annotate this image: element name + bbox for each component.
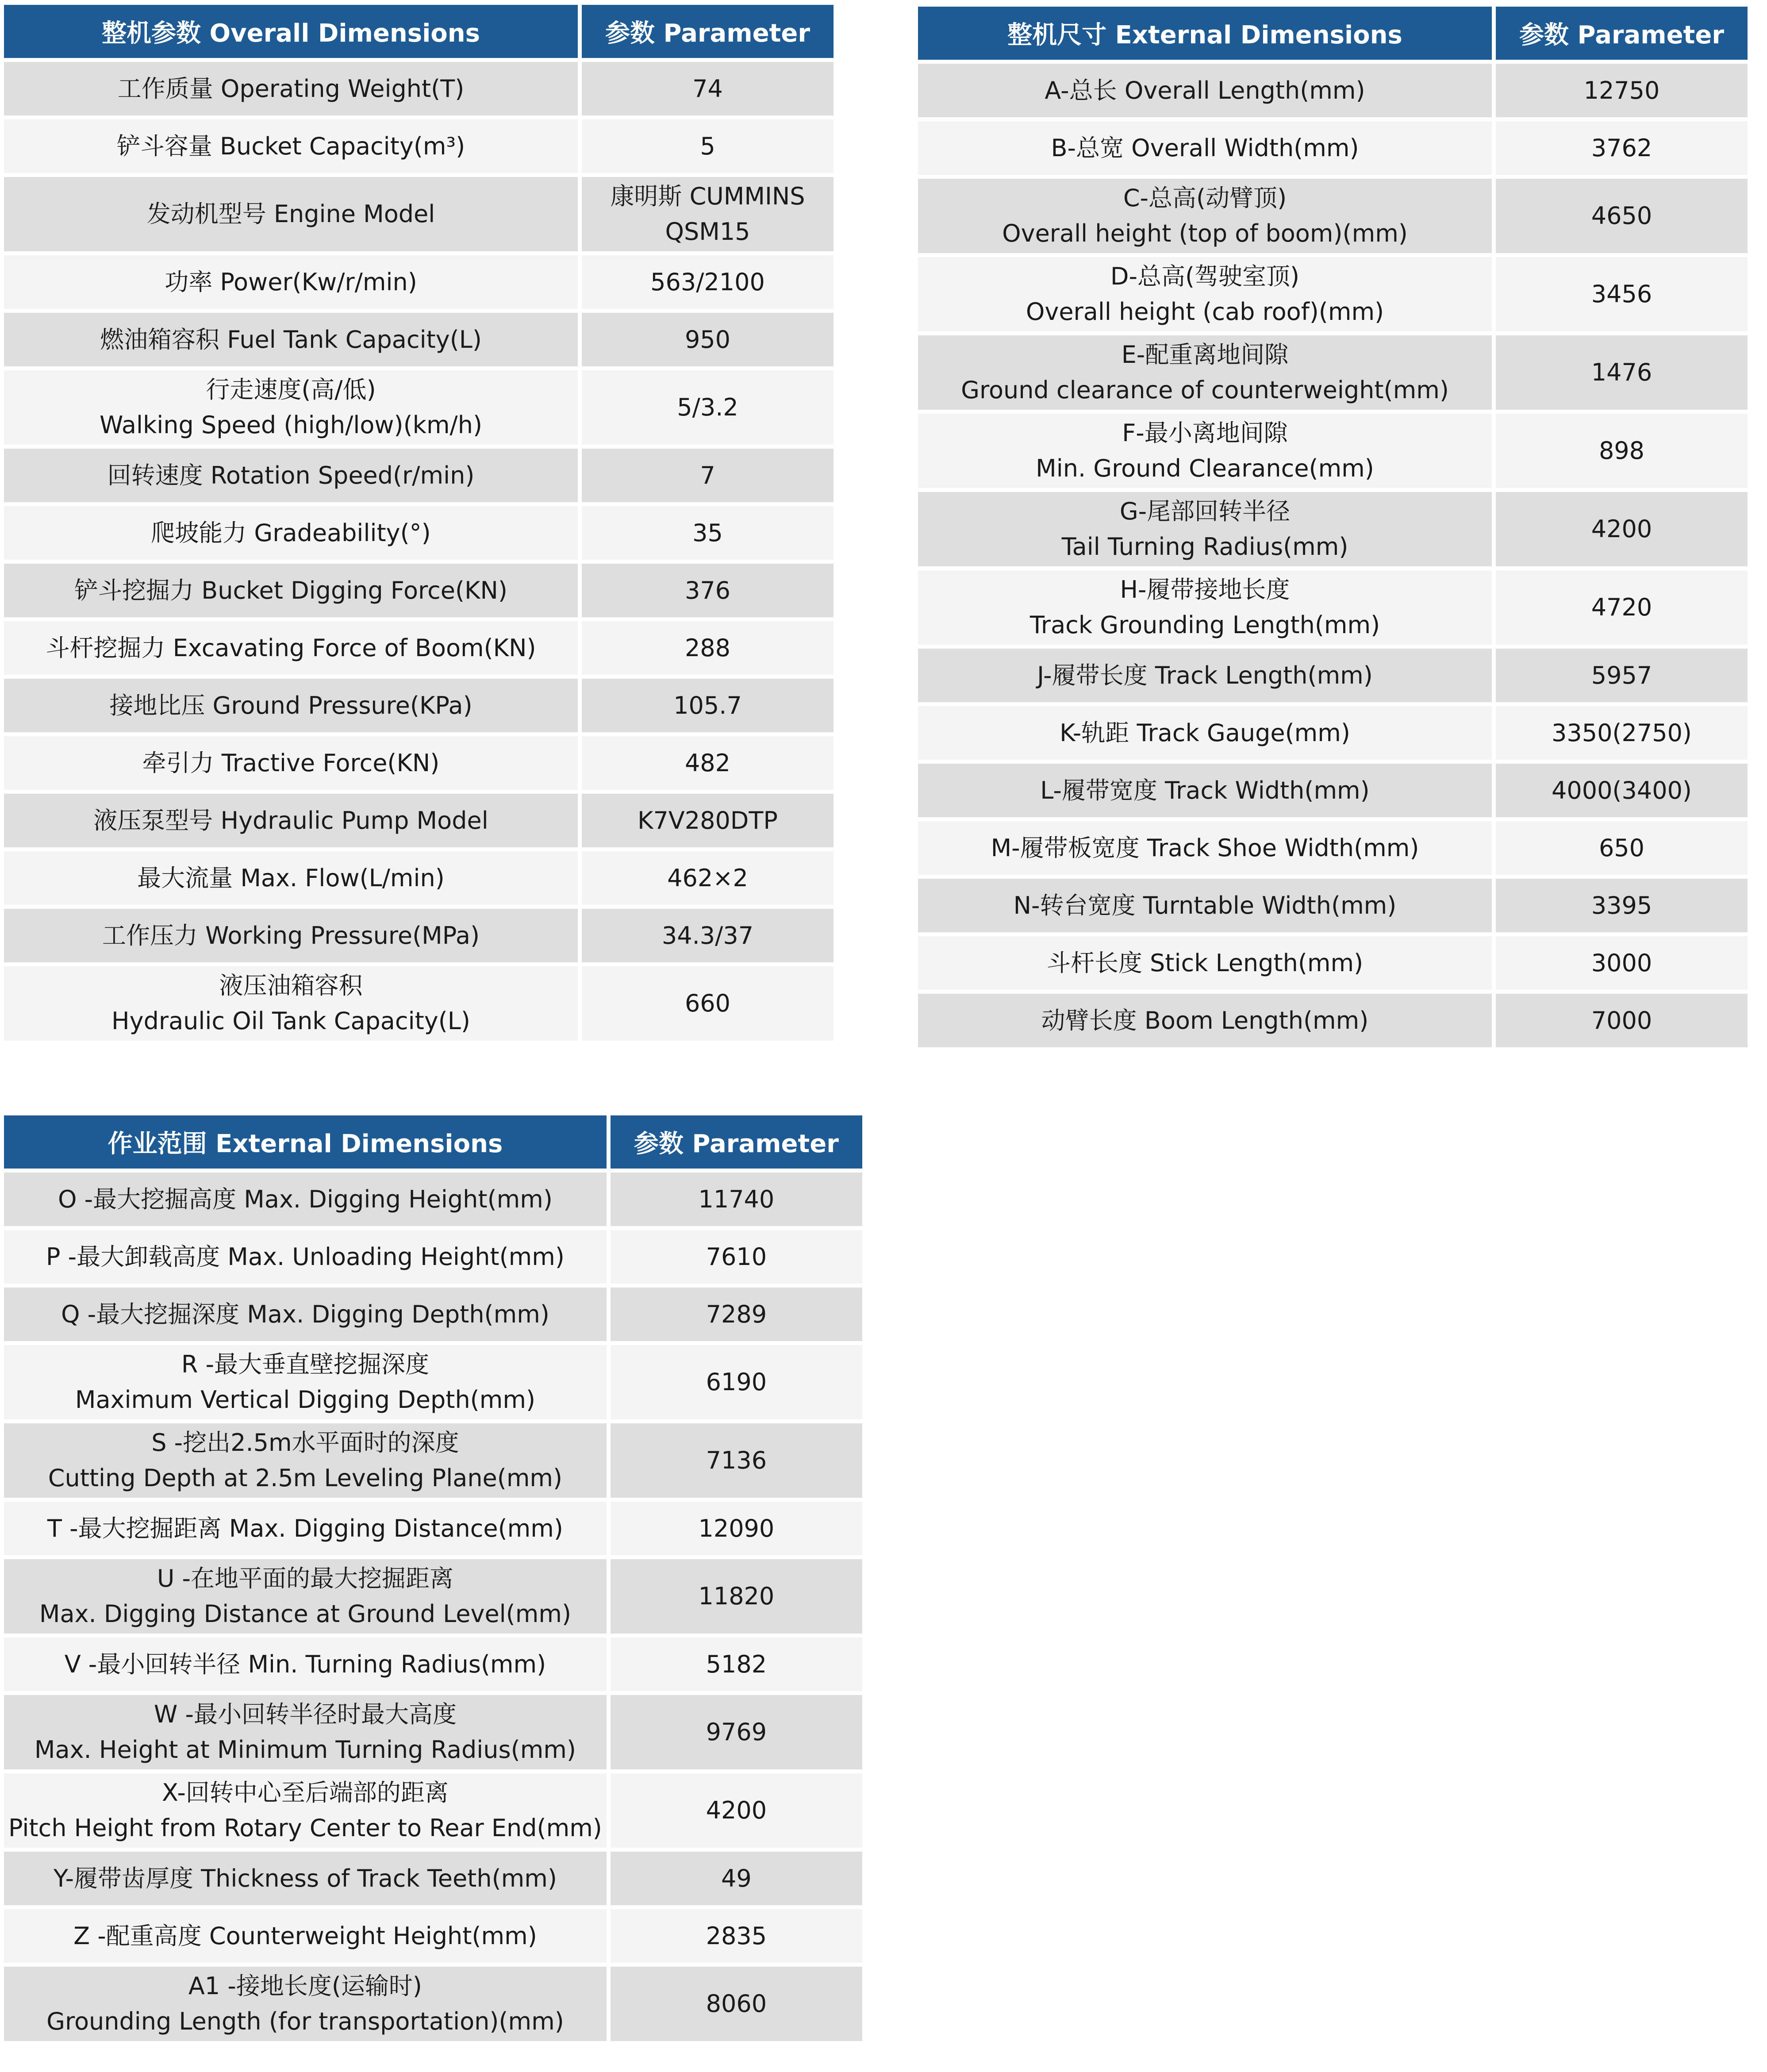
table-row: [4, 1288, 862, 1341]
row-value-line: 11740: [698, 1185, 775, 1213]
row-label-line: Ground clearance of counterweight(mm): [961, 376, 1449, 404]
row-value: [611, 1345, 862, 1419]
row-label-line: Track Grounding Length(mm): [1029, 611, 1380, 639]
row-value: [611, 1559, 862, 1634]
row-label-line: 接地比压 Ground Pressure(KPa): [109, 691, 472, 719]
table-row: [4, 255, 834, 309]
row-label-line: U -在地平面的最大挖掘距离: [157, 1565, 454, 1592]
row-value-line: 5/3.2: [677, 393, 738, 421]
row-value-line: 1476: [1591, 358, 1652, 386]
row-label-line: 爬坡能力 Gradeability(°): [151, 519, 431, 547]
row-label-line: Pitch Height from Rotary Center to Rear End(mm): [8, 1814, 602, 1842]
row-value: [1496, 492, 1748, 566]
row-value-line: 34.3/37: [661, 921, 754, 950]
row-value-line: 462×2: [667, 864, 748, 892]
row-value-line: 5: [700, 132, 715, 160]
row-label-line: S -挖出2.5m水平面时的深度: [151, 1429, 459, 1457]
row-value-line: 9769: [706, 1718, 767, 1746]
table-row: [4, 1559, 862, 1634]
row-label: [918, 64, 1492, 117]
row-value: [582, 313, 834, 366]
row-value: [582, 851, 834, 905]
row-value: [611, 1423, 862, 1498]
row-label-line: T -最大挖掘距离 Max. Digging Distance(mm): [47, 1514, 563, 1542]
overall-dimensions-table: [0, 1, 837, 1045]
row-value: [611, 1502, 862, 1555]
row-label: [4, 1288, 607, 1341]
row-label: [4, 62, 578, 115]
table-header-row: [4, 5, 834, 58]
row-label: [4, 1773, 607, 1848]
row-label-line: Grounding Length (for transportation)(mm): [46, 2007, 564, 2035]
row-label: [4, 564, 578, 617]
row-label-line: Min. Ground Clearance(mm): [1036, 454, 1374, 482]
row-label-line: 发动机型号 Engine Model: [146, 200, 435, 228]
row-value: [582, 449, 834, 502]
row-label-line: L-履带宽度 Track Width(mm): [1040, 776, 1370, 804]
row-value: [611, 1852, 862, 1905]
row-label: [4, 851, 578, 905]
row-label-line: 斗杆挖掘力 Excavating Force of Boom(KN): [46, 634, 536, 662]
table-row: [4, 851, 834, 905]
row-value-line: 35: [692, 519, 723, 547]
table-row: [4, 1967, 862, 2041]
row-value-line: 5957: [1591, 661, 1652, 689]
row-label: [918, 706, 1492, 760]
row-value-line: K7V280DTP: [638, 806, 778, 834]
row-label-line: 工作压力 Working Pressure(MPa): [102, 921, 480, 950]
row-label-line: 行走速度(高/低): [206, 376, 376, 404]
row-value: [611, 1695, 862, 1769]
row-value-line: 3000: [1591, 949, 1652, 977]
row-label-line: M-履带板宽度 Track Shoe Width(mm): [991, 834, 1419, 862]
table-row: [4, 1423, 862, 1498]
row-label-line: Walking Speed (high/low)(km/h): [99, 411, 483, 439]
row-label-line: V -最小回转半径 Min. Turning Radius(mm): [64, 1650, 546, 1678]
row-label: [4, 255, 578, 309]
row-value: [611, 1172, 862, 1226]
row-label: [918, 335, 1492, 410]
row-value: [582, 621, 834, 675]
header-parameter: 参数 Parameter: [1496, 7, 1748, 60]
row-value-line: 4200: [1591, 515, 1652, 543]
row-label: [4, 1638, 607, 1691]
row-label-line: 最大流量 Max. Flow(L/min): [137, 864, 445, 892]
row-label: [4, 1502, 607, 1555]
row-label: [4, 313, 578, 366]
row-label: [918, 821, 1492, 875]
table-row: [918, 764, 1748, 817]
row-label-line: Z -配重高度 Counterweight Height(mm): [73, 1922, 537, 1950]
row-label: [918, 570, 1492, 645]
row-label-line: Maximum Vertical Digging Depth(mm): [75, 1386, 536, 1414]
table-row: [4, 1230, 862, 1284]
row-value-line: 4000(3400): [1552, 776, 1692, 804]
row-value-line: 7136: [706, 1446, 767, 1474]
row-value-line: QSM15: [665, 218, 750, 246]
header-title: 整机参数 Overall Dimensions: [4, 5, 578, 58]
row-value-line: 7610: [706, 1242, 767, 1271]
table-row: [4, 62, 834, 115]
table-row: [4, 1638, 862, 1691]
table-row: [918, 706, 1748, 760]
row-value-line: 288: [684, 634, 731, 662]
row-label-line: Cutting Depth at 2.5m Leveling Plane(mm): [48, 1464, 563, 1492]
header-parameter: 参数 Parameter: [582, 5, 834, 58]
row-label-line: R -最大垂直壁挖掘深度: [181, 1350, 430, 1378]
table-row: [918, 335, 1748, 410]
row-label: [4, 1909, 607, 1963]
row-value: [582, 966, 834, 1041]
row-label: [918, 994, 1492, 1047]
row-label: [4, 1967, 607, 2041]
table-row: [4, 1773, 862, 1848]
row-value: [1496, 706, 1748, 760]
row-label: [4, 506, 578, 560]
row-label: [4, 909, 578, 962]
row-value: [611, 1967, 862, 2041]
table-row: [4, 736, 834, 790]
table-row: [4, 1502, 862, 1555]
row-value: [582, 370, 834, 445]
row-label: [4, 370, 578, 445]
row-value-line: 7289: [706, 1300, 767, 1328]
row-label: [918, 414, 1492, 488]
row-label: [4, 1695, 607, 1769]
row-value: [1496, 764, 1748, 817]
row-value: [582, 679, 834, 732]
table-row: [4, 909, 834, 962]
row-value-line: 660: [684, 989, 731, 1017]
header-parameter: 参数 Parameter: [611, 1115, 862, 1169]
row-value-line: 650: [1598, 834, 1645, 862]
row-label-line: Q -最大挖掘深度 Max. Digging Depth(mm): [61, 1300, 549, 1328]
row-value-line: 49: [721, 1864, 752, 1892]
row-label: [4, 621, 578, 675]
row-value: [582, 506, 834, 560]
row-label: [4, 449, 578, 502]
row-label: [918, 257, 1492, 331]
table-row: [4, 119, 834, 173]
table-row: [918, 64, 1748, 117]
row-label-line: 功率 Power(Kw/r/min): [165, 268, 417, 296]
row-value: [1496, 414, 1748, 488]
row-value: [1496, 257, 1748, 331]
row-label-line: 燃油箱容积 Fuel Tank Capacity(L): [100, 325, 482, 354]
table-row: [918, 257, 1748, 331]
row-value: [611, 1638, 862, 1691]
table-row: [4, 1172, 862, 1226]
row-value-line: 康明斯 CUMMINS: [610, 182, 805, 210]
table-row: [918, 821, 1748, 875]
row-label-line: C-总高(动臂顶): [1123, 184, 1287, 212]
row-value: [1496, 936, 1748, 990]
row-label-line: Max. Height at Minimum Turning Radius(mm): [34, 1736, 576, 1764]
row-value-line: 482: [684, 749, 731, 777]
table-row: [4, 449, 834, 502]
table-row: [918, 570, 1748, 645]
row-label: [918, 179, 1492, 253]
row-label: [4, 1852, 607, 1905]
row-value: [582, 564, 834, 617]
row-label-line: K-轨距 Track Gauge(mm): [1060, 719, 1350, 747]
row-value-line: 4720: [1591, 593, 1652, 621]
row-label: [918, 492, 1492, 566]
row-label: [918, 121, 1492, 175]
table-row: [918, 936, 1748, 990]
table-row: [4, 621, 834, 675]
row-value-line: 7000: [1591, 1006, 1652, 1034]
row-value-line: 8060: [706, 1990, 767, 2018]
working-range-table: [0, 1111, 866, 2045]
row-value-line: 898: [1598, 437, 1645, 465]
row-label-line: Overall height (top of boom)(mm): [1002, 219, 1408, 247]
table-row: [4, 313, 834, 366]
table-row: [918, 994, 1748, 1047]
table-row: [918, 414, 1748, 488]
row-value-line: 105.7: [673, 691, 742, 719]
row-value-line: 74: [692, 74, 723, 103]
row-label-line: 铲斗容量 Bucket Capacity(m³): [116, 132, 465, 160]
row-label-line: 回转速度 Rotation Speed(r/min): [107, 461, 475, 489]
row-label: [4, 119, 578, 173]
row-value: [1496, 649, 1748, 702]
row-value-line: 12090: [698, 1514, 775, 1542]
row-label: [4, 794, 578, 847]
row-label-line: Overall height (cab roof)(mm): [1026, 298, 1384, 326]
row-label-line: 液压泵型号 Hydraulic Pump Model: [93, 806, 488, 834]
row-value-line: 3762: [1591, 134, 1652, 162]
row-label-line: O -最大挖掘高度 Max. Digging Height(mm): [58, 1185, 553, 1213]
row-label-line: Max. Digging Distance at Ground Level(mm): [39, 1600, 572, 1628]
row-value: [582, 909, 834, 962]
row-value: [1496, 821, 1748, 875]
row-label-line: B-总宽 Overall Width(mm): [1051, 134, 1359, 162]
row-value-line: 3395: [1591, 891, 1652, 919]
row-label: [4, 1230, 607, 1284]
row-value: [582, 794, 834, 847]
row-value: [582, 119, 834, 173]
row-value-line: 6190: [706, 1368, 767, 1396]
row-value-line: 7: [700, 461, 715, 489]
row-value: [1496, 879, 1748, 932]
table-row: [918, 879, 1748, 932]
row-label-line: 液压油箱容积: [219, 972, 363, 999]
table-row: [4, 506, 834, 560]
row-value: [611, 1909, 862, 1963]
header-title: 作业范围 External Dimensions: [4, 1115, 607, 1169]
header-title: 整机尺寸 External Dimensions: [918, 7, 1492, 60]
table-header-row: [4, 1115, 862, 1169]
row-value: [582, 62, 834, 115]
row-value: [582, 177, 834, 251]
row-value: [582, 255, 834, 309]
table-row: [918, 649, 1748, 702]
external-dimensions-table: [914, 3, 1752, 1051]
table-row: [4, 1909, 862, 1963]
row-value: [611, 1773, 862, 1848]
row-value-line: 950: [684, 325, 731, 354]
row-label-line: H-履带接地长度: [1120, 576, 1290, 604]
row-value: [1496, 335, 1748, 410]
row-value-line: 563/2100: [650, 268, 765, 296]
row-label: [4, 1423, 607, 1498]
row-value: [582, 736, 834, 790]
row-label-line: A1 -接地长度(运输时): [188, 1972, 422, 2000]
table-row: [4, 966, 834, 1041]
row-value: [1496, 179, 1748, 253]
table-row: [4, 370, 834, 445]
row-label-line: Y-履带齿厚度 Thickness of Track Teeth(mm): [53, 1864, 557, 1892]
table-row: [4, 679, 834, 732]
row-label: [918, 936, 1492, 990]
row-label-line: G-尾部回转半径: [1119, 497, 1291, 525]
row-label-line: D-总高(驾驶室顶): [1110, 262, 1300, 290]
row-label-line: W -最小回转半径时最大高度: [154, 1700, 457, 1728]
row-value-line: 4650: [1591, 202, 1652, 230]
table-header-row: [918, 7, 1748, 60]
row-label: [4, 1345, 607, 1419]
row-value: [1496, 64, 1748, 117]
row-value-line: 2835: [706, 1922, 767, 1950]
row-label-line: A-总长 Overall Length(mm): [1045, 76, 1365, 104]
row-label-line: P -最大卸载高度 Max. Unloading Height(mm): [46, 1242, 565, 1271]
row-value-line: 4200: [706, 1796, 767, 1824]
row-value-line: 3350(2750): [1552, 719, 1692, 747]
row-label-line: X-回转中心至后端部的距离: [162, 1779, 449, 1807]
row-label-line: 工作质量 Operating Weight(T): [117, 74, 465, 103]
table-row: [4, 1852, 862, 1905]
table-row: [918, 492, 1748, 566]
row-label: [4, 1172, 607, 1226]
row-value: [1496, 994, 1748, 1047]
table-row: [918, 121, 1748, 175]
row-label-line: F-最小离地间隙: [1122, 419, 1288, 447]
row-label: [4, 679, 578, 732]
table-row: [4, 1345, 862, 1419]
row-value: [1496, 570, 1748, 645]
row-label-line: N-转台宽度 Turntable Width(mm): [1013, 891, 1397, 919]
row-value-line: 5182: [706, 1650, 767, 1678]
row-label: [4, 736, 578, 790]
row-value-line: 376: [684, 576, 731, 604]
row-label: [918, 764, 1492, 817]
row-label-line: 牵引力 Tractive Force(KN): [142, 749, 440, 777]
row-label-line: Tail Turning Radius(mm): [1061, 533, 1348, 561]
row-label-line: 铲斗挖掘力 Bucket Digging Force(KN): [74, 576, 507, 604]
table-row: [918, 179, 1748, 253]
row-label-line: E-配重离地间隙: [1121, 341, 1289, 369]
table-row: [4, 1695, 862, 1769]
row-label: [4, 177, 578, 251]
row-label: [918, 879, 1492, 932]
row-value-line: 11820: [698, 1582, 775, 1610]
row-value: [611, 1288, 862, 1341]
row-value: [611, 1230, 862, 1284]
row-label: [4, 966, 578, 1041]
row-label: [4, 1559, 607, 1634]
row-label-line: 动臂长度 Boom Length(mm): [1041, 1006, 1369, 1034]
row-value-line: 3456: [1591, 280, 1652, 308]
row-label-line: J-履带长度 Track Length(mm): [1037, 661, 1373, 689]
row-label-line: 斗杆长度 Stick Length(mm): [1046, 949, 1364, 977]
row-label: [918, 649, 1492, 702]
table-row: [4, 564, 834, 617]
row-value-line: 12750: [1583, 76, 1660, 104]
table-row: [4, 794, 834, 847]
row-value: [1496, 121, 1748, 175]
row-label-line: Hydraulic Oil Tank Capacity(L): [111, 1007, 470, 1035]
table-row: [4, 177, 834, 251]
